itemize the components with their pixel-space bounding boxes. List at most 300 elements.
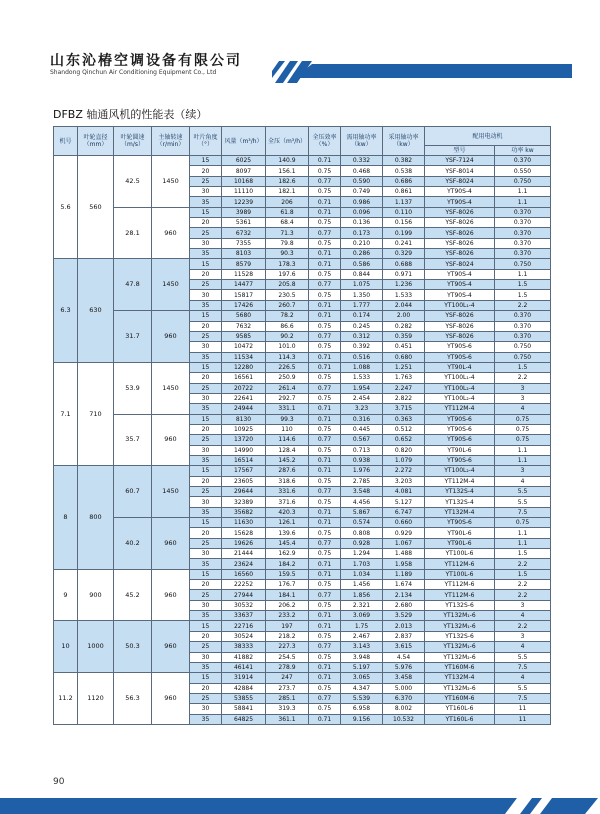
cell-motor-model: YT90S-4 <box>425 187 495 197</box>
cell-airflow: 6732 <box>222 228 266 238</box>
cell-airflow: 12280 <box>222 362 266 372</box>
cell-pressure: 86.6 <box>266 321 309 331</box>
company-name-cn: 山东沁椿空调设备有限公司 <box>50 53 242 69</box>
footer-stripes <box>0 794 600 814</box>
cell-power-required: 4.456 <box>341 497 383 507</box>
cell-motor-model: YSF-8026 <box>425 331 495 341</box>
cell-model: 9 <box>54 569 78 621</box>
cell-motor-model: YT100L₁-4 <box>425 373 495 383</box>
cell-pressure: 331.1 <box>266 404 309 414</box>
cell-power-used: 0.538 <box>383 166 425 176</box>
cell-efficiency: 0.75 <box>309 290 341 300</box>
cell-pressure: 178.3 <box>266 259 309 269</box>
cell-power-required: 0.938 <box>341 455 383 465</box>
cell-airflow: 21444 <box>222 549 266 559</box>
cell-pressure: 218.2 <box>266 631 309 641</box>
cell-power-used: 0.929 <box>383 528 425 538</box>
cell-pressure: 156.1 <box>266 166 309 176</box>
cell-blade-angle: 30 <box>190 652 222 662</box>
cell-power-required: 2.785 <box>341 476 383 486</box>
cell-efficiency: 0.75 <box>309 549 341 559</box>
cell-motor-model: YT100L-6 <box>425 569 495 579</box>
cell-pressure: 90.3 <box>266 249 309 259</box>
table-title: DFBZ 轴通风机的性能表（续） <box>53 108 208 121</box>
cell-efficiency: 0.77 <box>309 383 341 393</box>
cell-motor-power: 0.370 <box>495 321 551 331</box>
cell-power-used: 0.451 <box>383 342 425 352</box>
cell-motor-model: YT132S-4 <box>425 497 495 507</box>
cell-efficiency: 0.75 <box>309 218 341 228</box>
cell-power-required: 0.286 <box>341 249 383 259</box>
cell-motor-power: 1.1 <box>495 197 551 207</box>
cell-motor-model: YSF-7124 <box>425 156 495 166</box>
cell-motor-power: 0.370 <box>495 228 551 238</box>
cell-efficiency: 0.77 <box>309 642 341 652</box>
table-row <box>54 569 551 579</box>
cell-motor-model: YT132M₁-6 <box>425 611 495 621</box>
cell-motor-power: 7.5 <box>495 662 551 672</box>
cell-power-required: 3.143 <box>341 642 383 652</box>
cell-power-used: 3.615 <box>383 642 425 652</box>
cell-blade-angle: 30 <box>190 393 222 403</box>
cell-pressure: 273.7 <box>266 683 309 693</box>
cell-motor-power: 0.75 <box>495 435 551 445</box>
cell-blade-angle: 30 <box>190 549 222 559</box>
cell-pressure: 254.5 <box>266 652 309 662</box>
cell-motor-model: YT90S-6 <box>425 455 495 465</box>
cell-pressure: 182.6 <box>266 176 309 186</box>
cell-power-used: 0.512 <box>383 424 425 434</box>
cell-diameter: 1120 <box>78 673 114 725</box>
cell-pressure: 176.7 <box>266 580 309 590</box>
company-name-en: Shandong Qinchun Air Conditioning Equipment Co., Ltd <box>50 69 217 76</box>
cell-motor-model: YT132S-4 <box>425 487 495 497</box>
cell-power-required: 0.173 <box>341 228 383 238</box>
cell-efficiency: 0.71 <box>309 197 341 207</box>
cell-power-required: 0.468 <box>341 166 383 176</box>
cell-efficiency: 0.77 <box>309 280 341 290</box>
cell-motor-model: YT160L-6 <box>425 704 495 714</box>
cell-power-used: 3.458 <box>383 673 425 683</box>
cell-motor-power: 1.5 <box>495 280 551 290</box>
cell-pressure: 197 <box>266 621 309 631</box>
cell-pressure: 79.8 <box>266 238 309 248</box>
cell-pressure: 331.6 <box>266 487 309 497</box>
cell-airflow: 38333 <box>222 642 266 652</box>
cell-blade-angle: 30 <box>190 445 222 455</box>
cell-pressure: 184.1 <box>266 590 309 600</box>
cell-blade-angle: 15 <box>190 414 222 424</box>
cell-efficiency: 0.75 <box>309 187 341 197</box>
cell-efficiency: 0.75 <box>309 424 341 434</box>
cell-motor-power: 3 <box>495 600 551 610</box>
cell-pressure: 110 <box>266 424 309 434</box>
table-row <box>54 673 551 683</box>
cell-efficiency: 0.71 <box>309 611 341 621</box>
cell-efficiency: 0.75 <box>309 528 341 538</box>
cell-power-used: 5.000 <box>383 683 425 693</box>
cell-tip-speed: 31.7 <box>114 311 152 363</box>
cell-airflow: 14990 <box>222 445 266 455</box>
cell-efficiency: 0.75 <box>309 476 341 486</box>
cell-pressure: 159.5 <box>266 569 309 579</box>
cell-power-used: 1.958 <box>383 559 425 569</box>
cell-motor-power: 5.5 <box>495 683 551 693</box>
cell-power-required: 2.467 <box>341 631 383 641</box>
cell-power-required: 0.713 <box>341 445 383 455</box>
cell-power-required: 9.156 <box>341 714 383 724</box>
cell-power-used: 1.067 <box>383 538 425 548</box>
cell-motor-power: 3 <box>495 466 551 476</box>
cell-pressure: 371.6 <box>266 497 309 507</box>
cell-blade-angle: 35 <box>190 662 222 672</box>
cell-efficiency: 0.77 <box>309 228 341 238</box>
cell-airflow: 8579 <box>222 259 266 269</box>
cell-motor-power: 3 <box>495 383 551 393</box>
cell-motor-power: 1.1 <box>495 445 551 455</box>
table-row <box>54 207 551 217</box>
cell-blade-angle: 30 <box>190 238 222 248</box>
cell-airflow: 32389 <box>222 497 266 507</box>
cell-pressure: 90.2 <box>266 331 309 341</box>
cell-shaft-speed: 1450 <box>152 466 190 518</box>
cell-power-required: 1.034 <box>341 569 383 579</box>
cell-power-used: 0.971 <box>383 269 425 279</box>
cell-airflow: 19626 <box>222 538 266 548</box>
cell-motor-power: 2.2 <box>495 590 551 600</box>
cell-blade-angle: 20 <box>190 683 222 693</box>
cell-power-used: 1.251 <box>383 362 425 372</box>
cell-motor-model: YT132M-4 <box>425 507 495 517</box>
cell-motor-model: YSF-8024 <box>425 259 495 269</box>
cell-power-required: 1.954 <box>341 383 383 393</box>
header-blade-angle: 叶片角度（°） <box>190 127 222 156</box>
cell-blade-angle: 15 <box>190 259 222 269</box>
cell-airflow: 23624 <box>222 559 266 569</box>
cell-tip-speed: 45.2 <box>114 569 152 621</box>
cell-motor-power: 4 <box>495 404 551 414</box>
cell-blade-angle: 15 <box>190 156 222 166</box>
cell-blade-angle: 35 <box>190 455 222 465</box>
cell-airflow: 22641 <box>222 393 266 403</box>
cell-pressure: 205.8 <box>266 280 309 290</box>
cell-motor-power: 4 <box>495 476 551 486</box>
cell-shaft-speed: 960 <box>152 673 190 725</box>
cell-airflow: 35682 <box>222 507 266 517</box>
cell-efficiency: 0.71 <box>309 507 341 517</box>
cell-motor-model: YT112M-6 <box>425 559 495 569</box>
cell-power-required: 1.856 <box>341 590 383 600</box>
cell-efficiency: 0.71 <box>309 259 341 269</box>
cell-power-used: 3.715 <box>383 404 425 414</box>
cell-efficiency: 0.77 <box>309 538 341 548</box>
cell-power-used: 0.686 <box>383 176 425 186</box>
cell-efficiency: 0.71 <box>309 662 341 672</box>
cell-blade-angle: 35 <box>190 507 222 517</box>
cell-power-used: 2.272 <box>383 466 425 476</box>
cell-power-required: 1.456 <box>341 580 383 590</box>
cell-motor-power: 1.1 <box>495 187 551 197</box>
cell-pressure: 71.3 <box>266 228 309 238</box>
cell-airflow: 22252 <box>222 580 266 590</box>
cell-tip-speed: 40.2 <box>114 518 152 570</box>
cell-motor-model: YSF-8014 <box>425 166 495 176</box>
cell-power-used: 10.532 <box>383 714 425 724</box>
cell-power-used: 0.199 <box>383 228 425 238</box>
cell-motor-model: YT90L-6 <box>425 538 495 548</box>
cell-motor-power: 2.2 <box>495 621 551 631</box>
cell-motor-power: 0.370 <box>495 156 551 166</box>
cell-blade-angle: 20 <box>190 269 222 279</box>
cell-power-used: 1.674 <box>383 580 425 590</box>
cell-pressure: 247 <box>266 673 309 683</box>
cell-power-used: 0.329 <box>383 249 425 259</box>
cell-blade-angle: 25 <box>190 383 222 393</box>
cell-efficiency: 0.75 <box>309 631 341 641</box>
cell-power-required: 0.312 <box>341 331 383 341</box>
cell-blade-angle: 15 <box>190 673 222 683</box>
cell-power-required: 0.749 <box>341 187 383 197</box>
cell-power-used: 0.861 <box>383 187 425 197</box>
cell-pressure: 162.9 <box>266 549 309 559</box>
cell-power-used: 1.137 <box>383 197 425 207</box>
cell-power-required: 0.245 <box>341 321 383 331</box>
cell-diameter: 900 <box>78 569 114 621</box>
cell-efficiency: 0.75 <box>309 166 341 176</box>
cell-power-used: 0.660 <box>383 518 425 528</box>
cell-power-required: 0.590 <box>341 176 383 186</box>
cell-blade-angle: 25 <box>190 331 222 341</box>
cell-motor-power: 3 <box>495 393 551 403</box>
cell-pressure: 182.1 <box>266 187 309 197</box>
cell-motor-power: 4 <box>495 611 551 621</box>
cell-efficiency: 0.75 <box>309 393 341 403</box>
cell-pressure: 420.3 <box>266 507 309 517</box>
cell-motor-model: YSF-8026 <box>425 207 495 217</box>
cell-power-used: 3.529 <box>383 611 425 621</box>
cell-diameter: 710 <box>78 362 114 465</box>
cell-shaft-speed: 1450 <box>152 156 190 208</box>
cell-motor-model: YT132S-6 <box>425 631 495 641</box>
cell-airflow: 30524 <box>222 631 266 641</box>
cell-airflow: 14477 <box>222 280 266 290</box>
cell-blade-angle: 35 <box>190 300 222 310</box>
cell-motor-power: 5.5 <box>495 497 551 507</box>
cell-power-used: 0.680 <box>383 352 425 362</box>
table-row <box>54 466 551 476</box>
cell-airflow: 42884 <box>222 683 266 693</box>
cell-shaft-speed: 1450 <box>152 362 190 414</box>
header-efficiency: 全压效率（%） <box>309 127 341 156</box>
cell-power-used: 0.382 <box>383 156 425 166</box>
cell-blade-angle: 25 <box>190 176 222 186</box>
cell-efficiency: 0.71 <box>309 414 341 424</box>
cell-motor-power: 1.1 <box>495 528 551 538</box>
header-model: 机号 <box>54 127 78 156</box>
cell-pressure: 114.3 <box>266 352 309 362</box>
cell-power-used: 0.282 <box>383 321 425 331</box>
cell-airflow: 10925 <box>222 424 266 434</box>
cell-blade-angle: 35 <box>190 714 222 724</box>
cell-power-required: 1.350 <box>341 290 383 300</box>
cell-motor-power: 1.5 <box>495 362 551 372</box>
cell-power-required: 0.136 <box>341 218 383 228</box>
cell-power-required: 0.808 <box>341 528 383 538</box>
cell-pressure: 145.2 <box>266 455 309 465</box>
cell-blade-angle: 20 <box>190 373 222 383</box>
cell-airflow: 7355 <box>222 238 266 248</box>
cell-power-required: 0.316 <box>341 414 383 424</box>
cell-motor-power: 11 <box>495 704 551 714</box>
cell-blade-angle: 35 <box>190 197 222 207</box>
cell-pressure: 227.3 <box>266 642 309 652</box>
cell-blade-angle: 15 <box>190 518 222 528</box>
cell-pressure: 260.7 <box>266 300 309 310</box>
header-stripes <box>272 58 572 86</box>
cell-motor-model: YT90L-6 <box>425 528 495 538</box>
cell-motor-model: YT90S-6 <box>425 342 495 352</box>
performance-table-wrap <box>53 126 550 725</box>
cell-power-used: 1.488 <box>383 549 425 559</box>
cell-airflow: 46141 <box>222 662 266 672</box>
cell-power-required: 0.332 <box>341 156 383 166</box>
cell-power-used: 6.747 <box>383 507 425 517</box>
cell-blade-angle: 20 <box>190 528 222 538</box>
cell-efficiency: 0.77 <box>309 693 341 703</box>
table-row <box>54 311 551 321</box>
cell-airflow: 9585 <box>222 331 266 341</box>
cell-power-required: 1.294 <box>341 549 383 559</box>
cell-blade-angle: 15 <box>190 207 222 217</box>
cell-airflow: 7632 <box>222 321 266 331</box>
cell-motor-model: YSF-8026 <box>425 238 495 248</box>
cell-efficiency: 0.71 <box>309 621 341 631</box>
cell-motor-model: YT112M-6 <box>425 580 495 590</box>
cell-blade-angle: 20 <box>190 580 222 590</box>
cell-motor-power: 1.5 <box>495 290 551 300</box>
cell-blade-angle: 30 <box>190 600 222 610</box>
cell-blade-angle: 20 <box>190 218 222 228</box>
cell-power-used: 2.247 <box>383 383 425 393</box>
cell-power-used: 0.241 <box>383 238 425 248</box>
cell-airflow: 5361 <box>222 218 266 228</box>
cell-tip-speed: 28.1 <box>114 207 152 259</box>
cell-model: 5.6 <box>54 156 78 259</box>
cell-efficiency: 0.71 <box>309 559 341 569</box>
cell-airflow: 10472 <box>222 342 266 352</box>
cell-power-required: 3.948 <box>341 652 383 662</box>
cell-airflow: 17567 <box>222 466 266 476</box>
cell-airflow: 8097 <box>222 166 266 176</box>
cell-efficiency: 0.75 <box>309 445 341 455</box>
cell-motor-power: 1.5 <box>495 569 551 579</box>
cell-airflow: 11110 <box>222 187 266 197</box>
cell-power-required: 6.958 <box>341 704 383 714</box>
cell-blade-angle: 20 <box>190 321 222 331</box>
cell-pressure: 206 <box>266 197 309 207</box>
cell-pressure: 206.2 <box>266 600 309 610</box>
cell-airflow: 58841 <box>222 704 266 714</box>
cell-pressure: 145.4 <box>266 538 309 548</box>
header-motor-power: 功率 kw <box>495 146 551 156</box>
cell-power-required: 3.548 <box>341 487 383 497</box>
header-power-required: 需用轴功率（kw） <box>341 127 383 156</box>
cell-motor-power: 0.370 <box>495 311 551 321</box>
cell-power-required: 5.867 <box>341 507 383 517</box>
cell-power-used: 2.837 <box>383 631 425 641</box>
cell-power-required: 1.088 <box>341 362 383 372</box>
cell-airflow: 3989 <box>222 207 266 217</box>
cell-motor-model: YT100L₂-4 <box>425 393 495 403</box>
cell-shaft-speed: 960 <box>152 311 190 363</box>
cell-power-required: 3.069 <box>341 611 383 621</box>
cell-power-required: 0.986 <box>341 197 383 207</box>
cell-motor-power: 2.2 <box>495 580 551 590</box>
cell-power-used: 3.203 <box>383 476 425 486</box>
cell-blade-angle: 35 <box>190 249 222 259</box>
cell-airflow: 22716 <box>222 621 266 631</box>
cell-pressure: 319.3 <box>266 704 309 714</box>
cell-power-used: 4.081 <box>383 487 425 497</box>
cell-blade-angle: 35 <box>190 559 222 569</box>
cell-diameter: 630 <box>78 259 114 362</box>
table-header-row <box>54 127 551 146</box>
cell-power-required: 1.533 <box>341 373 383 383</box>
cell-pressure: 140.9 <box>266 156 309 166</box>
cell-motor-power: 5.5 <box>495 652 551 662</box>
cell-efficiency: 0.71 <box>309 673 341 683</box>
header-motor-model: 型号 <box>425 146 495 156</box>
cell-power-required: 0.844 <box>341 269 383 279</box>
cell-shaft-speed: 960 <box>152 621 190 673</box>
cell-airflow: 11630 <box>222 518 266 528</box>
cell-power-required: 0.928 <box>341 538 383 548</box>
cell-airflow: 23605 <box>222 476 266 486</box>
cell-blade-angle: 25 <box>190 487 222 497</box>
cell-power-used: 0.652 <box>383 435 425 445</box>
cell-blade-angle: 30 <box>190 704 222 714</box>
table-row <box>54 362 551 372</box>
cell-power-required: 4.347 <box>341 683 383 693</box>
cell-power-required: 0.445 <box>341 424 383 434</box>
cell-model: 6.3 <box>54 259 78 362</box>
cell-efficiency: 0.71 <box>309 362 341 372</box>
cell-power-required: 3.065 <box>341 673 383 683</box>
cell-motor-power: 7.5 <box>495 693 551 703</box>
cell-motor-power: 2.2 <box>495 300 551 310</box>
cell-power-used: 1.236 <box>383 280 425 290</box>
cell-motor-model: YT90S-6 <box>425 424 495 434</box>
cell-pressure: 278.9 <box>266 662 309 672</box>
cell-power-required: 0.210 <box>341 238 383 248</box>
cell-motor-power: 1.1 <box>495 269 551 279</box>
header-motor: 配用电动机 <box>425 127 551 146</box>
cell-motor-model: YSF-8026 <box>425 218 495 228</box>
cell-efficiency: 0.71 <box>309 455 341 465</box>
cell-airflow: 30532 <box>222 600 266 610</box>
cell-power-required: 2.321 <box>341 600 383 610</box>
table-row <box>54 518 551 528</box>
page-header <box>50 50 550 90</box>
cell-motor-model: YT90S-4 <box>425 269 495 279</box>
cell-diameter: 1000 <box>78 621 114 673</box>
cell-motor-power: 5.5 <box>495 487 551 497</box>
cell-pressure: 99.3 <box>266 414 309 424</box>
cell-blade-angle: 15 <box>190 621 222 631</box>
cell-airflow: 15817 <box>222 290 266 300</box>
header-diameter: 叶轮直径（mm） <box>78 127 114 156</box>
cell-shaft-speed: 960 <box>152 414 190 466</box>
